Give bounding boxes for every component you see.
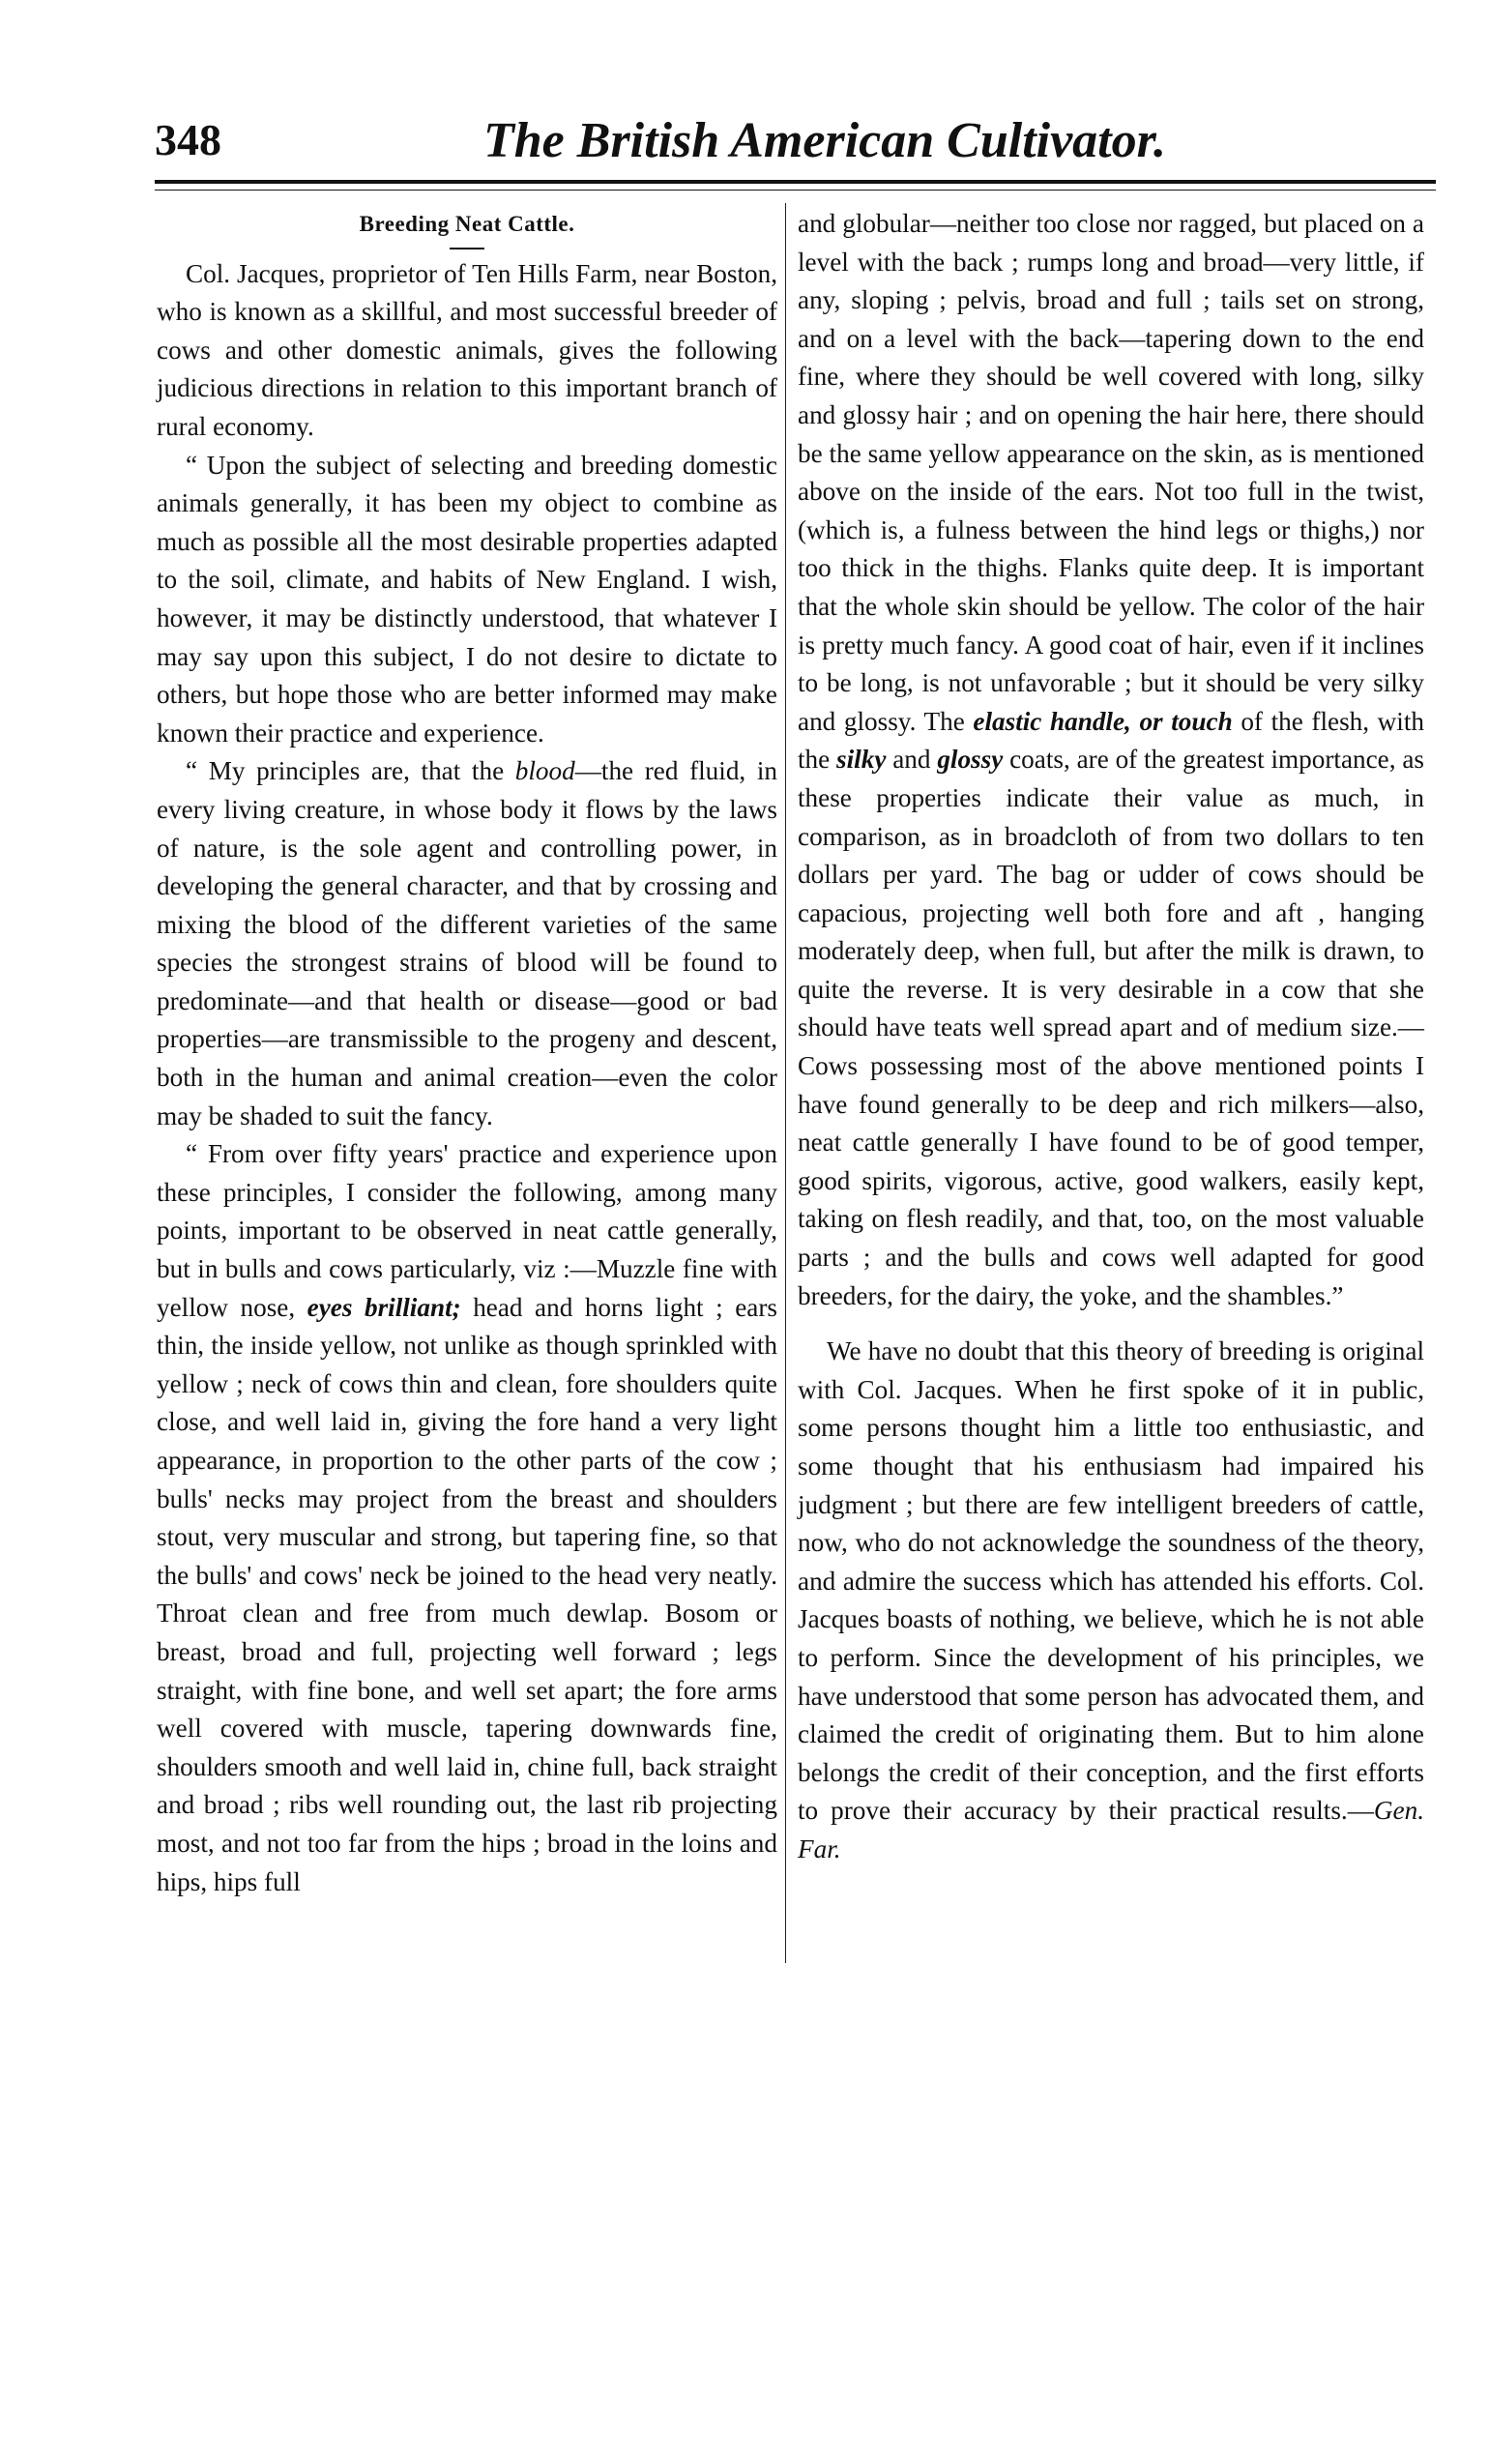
article-title: Breeding Neat Cattle. — [359, 212, 575, 236]
header-rule-thick — [155, 180, 1436, 184]
left-column — [157, 205, 777, 1901]
page-header — [155, 114, 1436, 172]
editorial-paragraph: We have no doubt that this theory of breeding is original with Col. Jacques. When he first spoke of it in public, some persons thought him a little too enthusiastic, and some thought that his enthusiasm had impaired his judgment ; but there are few intelligent breeders of cattle, now, who do not acknowledge the soundness of the theory, and admire the success which has attended his efforts. Col. Jacques boasts of nothing, we believe, which he is not able to perform. Since the development of his principles, we have understood that some person has advocated them, and claimed the credit of originating them. But to him alone belongs the credit of their conception, and the first efforts to prove their accuracy by their practical results.—Gen. Far. — [798, 1336, 1424, 1863]
quote-paragraph-1: “ Upon the subject of selecting and breeding domestic animals generally, it has been my object to combine as much as possible all the most desirable properties adapted to the soil, climate, and habits of New England. I wish, however, it may be distinctly understood, that whatever I may say upon this subject, I do not desire to dictate to others, but hope those who are better informed may make known their practice and experience. — [157, 450, 777, 748]
title-dash — [450, 248, 484, 249]
quote-continuation: and globular—neither too close nor ragged, but placed on a level with the back ; rumps long and broad—very little, if any, sloping ; pelvis, broad and full ; tails set on strong, and on a level with the back—tapering down to the end fine, where they should be well covered with long, silky and glossy hair ; and on opening the hair here, there should be the same yellow appearance on the skin, as is mentioned above on the inside of the ears. Not too full in the twist, (which is, a fulness between the hind legs or thighs,) nor too thick in the thighs. Flanks quite deep. It is important that the whole skin should be yellow. The color of the hair is pretty much fancy. A good coat of hair, even if it inclines to be long, is not unfavorable ; but it should be very silky and glossy. The elastic handle, or touch of the flesh, with the silky and glossy coats, are of the greatest importance, as these properties indicate their value as much, in comparison, as in broadcloth of from two dollars to ten dollars per yard. The bag or udder of cows should be capacious, projecting well both fore and aft , hanging moderately deep, when full, but after the milk is drawn, to quite the reverse. It is very desirable in a cow that she should have teats well spread apart and of medium size.—Cows possessing most of the above mentioned points I have found generally to be deep and rich milkers—also, neat cattle generally I have found to be of good temper, good spirits, vigorous, active, good walkers, easily kept, taking on flesh readily, and that, too, on the most valuable parts ; and the bulls and cows well adapted for good breeders, for the dairy, the yoke, and the shambles.” — [798, 209, 1425, 1310]
page-number: 348 — [155, 115, 221, 164]
column-divider — [785, 203, 786, 1963]
intro-paragraph: Col. Jacques, proprietor of Ten Hills Farm, near Boston, who is known as a skillful, and most successful breeder of cows and other domestic animals, gives the following judicious directions in relation to this important branch of rural economy. — [157, 258, 777, 441]
quote-paragraph-3: “ From over fifty years' practice and experience upon these principles, I consider the following, among many points, important to be observed in neat cattle generally, but in bulls and cows particularly, viz :—Muzzle fine with yellow nose, eyes brilliant; head and horns light ; ears thin, the inside yellow, not unlike as though sprinkled with yellow ; neck of cows thin and clean, fore shoulders quite close, and well laid in, giving the fore hand a very light appearance, in proportion to the other parts of the cow ; bulls' necks may project from the breast and shoulders stout, very muscular and strong, but tapering fine, so that the bulls' and cows' neck be joined to the head very neatly. Throat clean and free from much dewlap. Bosom or breast, broad and full, projecting well forward ; legs straight, with fine bone, and well set apart; the fore arms well covered with muscle, tapering downwards fine, shoulders smooth and well laid in, chine full, back straight and broad ; ribs well rounding out, the last rib projecting most, and not too far from the hips ; broad in the loins and hips, hips full — [157, 1139, 777, 1896]
right-column — [798, 205, 1424, 1869]
paragraph-gap — [798, 1315, 1424, 1333]
quote-paragraph-2: “ My principles are, that the blood—the red fluid, in every living creature, in whose body it flows by the laws of nature, is the sole agent and controlling power, in developing the general character, and that by crossing and mixing the blood of the different varieties of the same species the strongest strains of blood will be found to predominate—and that health or disease—good or bad properties—are transmissible to the progeny and descent, both in the human and animal creation—even the color may be shaded to suit the fancy. — [157, 756, 777, 1130]
header-rule-thin — [155, 190, 1436, 191]
running-title: The British American Cultivator. — [483, 113, 1166, 168]
